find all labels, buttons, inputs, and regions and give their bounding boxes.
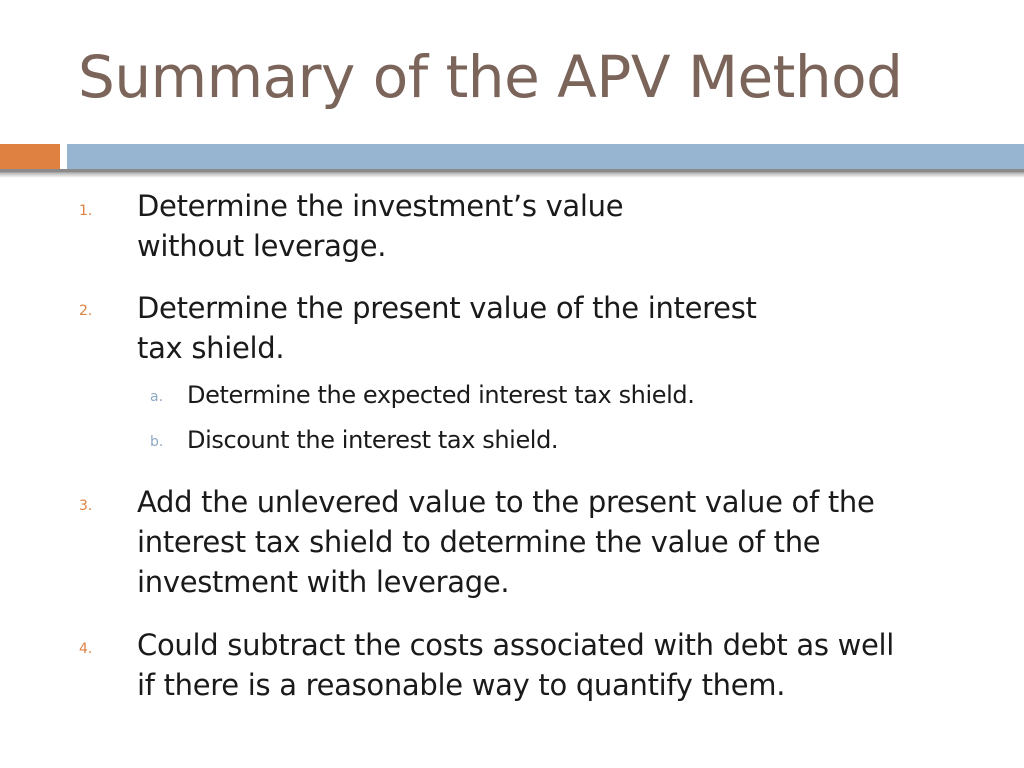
list-marker: 3. — [79, 498, 93, 514]
sublist-marker: a. — [150, 389, 164, 405]
list-marker: 4. — [79, 641, 93, 657]
slide-title: Summary of the APV Method — [78, 43, 903, 111]
list-item-line: if there is a reasonable way to quantify them. — [137, 668, 786, 702]
list-item-line: investment with leverage. — [137, 565, 510, 599]
list-item-line: tax shield. — [137, 331, 285, 365]
sublist-marker: b. — [150, 434, 164, 450]
list-item-line: Determine the investment’s value — [137, 189, 624, 223]
list-item-line: Add the unlevered value to the present value of the — [137, 485, 875, 519]
sublist-item: Determine the expected interest tax shield. — [187, 381, 695, 409]
list-item-line: Could subtract the costs associated with debt as well — [137, 628, 895, 662]
list-marker: 1. — [79, 203, 93, 219]
list-item-line: interest tax shield to determine the value of the — [137, 525, 821, 559]
list-item-line: without leverage. — [137, 229, 387, 263]
list-item-line: Determine the present value of the interest — [137, 291, 757, 325]
list-marker: 2. — [79, 303, 93, 319]
sublist-item: Discount the interest tax shield. — [187, 426, 559, 454]
